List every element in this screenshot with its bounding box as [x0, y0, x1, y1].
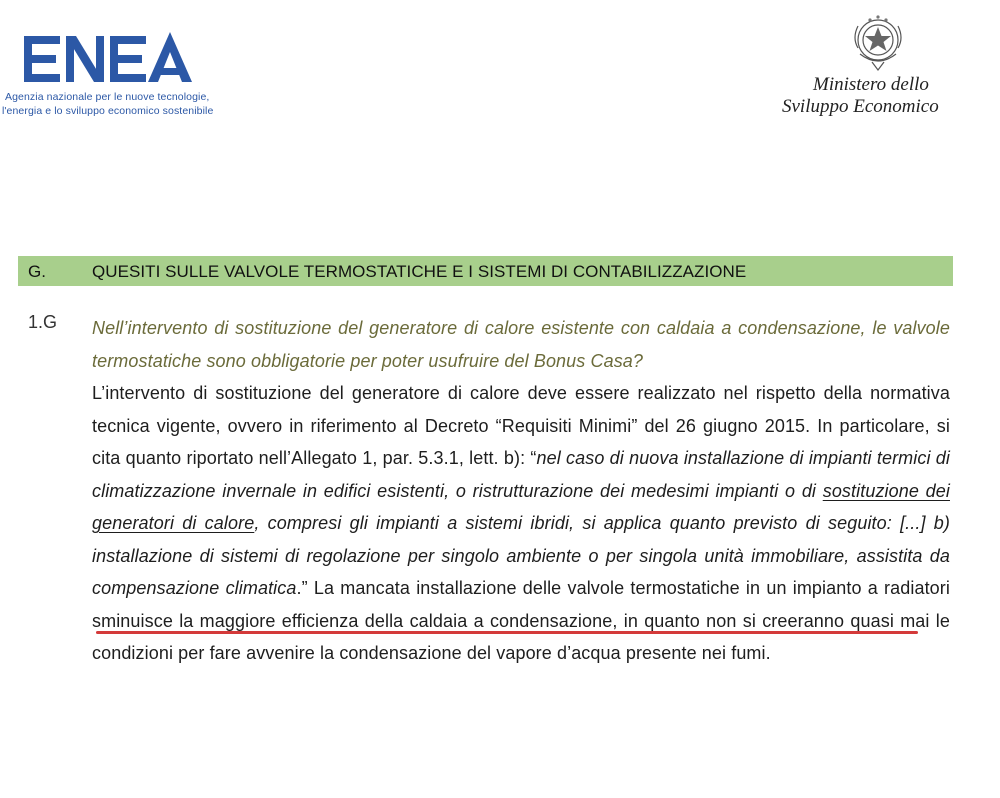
faq-number: 1.G [28, 312, 58, 332]
enea-tagline-2: l'energia e lo sviluppo economico sostenibile [2, 105, 214, 117]
section-title: QUESITI SULLE VALVOLE TERMOSTATICHE E I SISTEMI DI CONTABILIZZAZIONE [92, 262, 747, 281]
faq-quote-close: .” [296, 578, 314, 598]
faq-quote-part-2: , compresi gli impianti a sistemi ibridi, si applica quanto previsto di seguito: [...] b) installazione di sistemi di regolazione per singolo ambiente o per singola unità immobiliare, assistita da compensazione climatica [92, 513, 950, 598]
red-highlight-underline [96, 631, 918, 634]
ministry-name-line-1: Ministero dello [813, 74, 929, 95]
italian-republic-emblem-icon [848, 10, 908, 74]
ministry-name-line-2: Sviluppo Economico [782, 96, 939, 117]
faq-quote-part-1: nel caso di nuova installazione di impianti termici di climatizzazione invernale in edifici esistenti, o ristrutturazione dei medesimi impianti o di [92, 448, 950, 501]
faq-answer-intro: L’intervento di sostituzione del generatore di calore deve essere realizzato nel rispetto della normativa tecnica vigente, ovvero in riferimento al Decreto “Requisiti Minimi” del 26 giugno 2015. In particolare, si cita quanto riportato nell’Allegato 1, par. 5.3.1, lett. b): “ [92, 383, 950, 468]
section-letter: G. [28, 262, 46, 281]
enea-tagline-1: Agenzia nazionale per le nuove tecnologie, [5, 91, 210, 103]
faq-body [92, 312, 950, 670]
ministry-logo [770, 10, 990, 130]
faq-question: Nell’intervento di sostituzione del generatore di calore esistente con caldaia a condensazione, le valvole termostatiche sono obbligatorie per poter usufruire del Bonus Casa? [92, 318, 950, 371]
faq-quote-underlined: sostituzione dei generatori di calore [92, 480, 950, 533]
enea-logo-mark [24, 28, 194, 90]
enea-logo [0, 22, 230, 122]
section-header [18, 256, 953, 286]
faq-answer-outro: La mancata installazione delle valvole termostatiche in un impianto a radiatori sminuisce la maggiore efficienza della caldaia a condensazione, in quanto non si creeranno quasi mai le condizioni per fare avvenire la condensazione del vapore d’acqua presente nei fumi. [92, 578, 950, 663]
